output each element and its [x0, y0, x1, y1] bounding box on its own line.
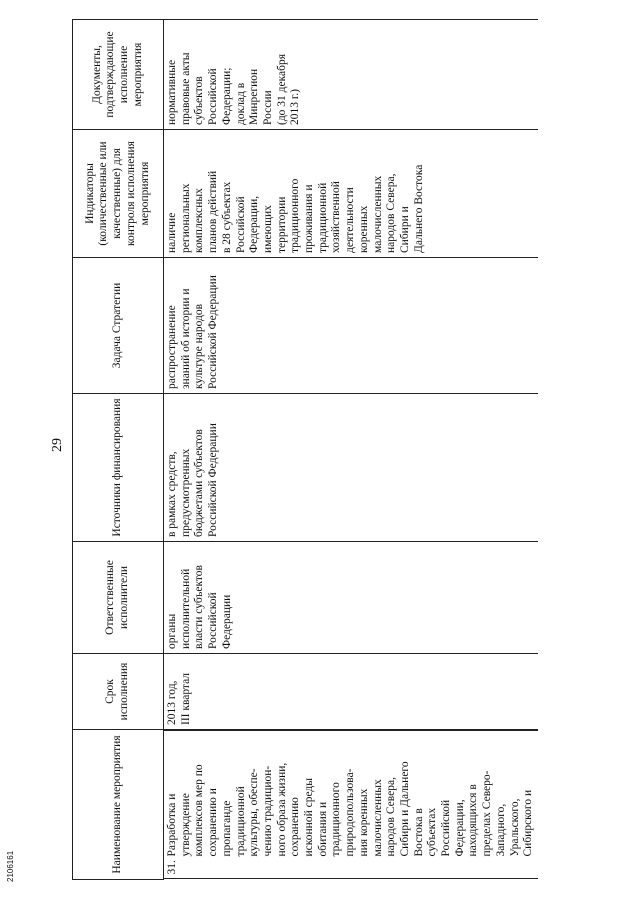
header-indicators: Индикаторы (количественные или качественные) для контроля исполнения мероприятия [73, 130, 164, 258]
cell-indicators: наличие региональных комплексных планов действий в 28 субъектах Российской Федерации, имеющих территории традиционного проживания и традиционной хозяйственной деятельности коренных малочисленных народов Севера, Сибири и Дальнего Востока [164, 130, 538, 258]
cell-term: 2013 год, III квартал [164, 654, 538, 730]
cell-sources: в рамках средств, предусмотренных бюджетами субъектов Российской Федерации [164, 394, 538, 542]
header-task: Задача Стратегии [73, 258, 164, 394]
table-row [164, 20, 538, 880]
header-responsible: Ответственные исполнители [73, 542, 164, 654]
row-name: Разработка и утверждение комплексов мер по сохранению и пропаганде традиционной культуры, обеспе- чению традицион- ного образа жизни, сохранению исконной среды обитания и традиционного природопользова- ния коренных малочисленных народов Севера, Сибири и Дальнего Востока в субъектах Российской Федерации, находящихся в пределах Северо- Западного, Уральского, Сибирского и [166, 761, 535, 857]
header-sources: Источники финансирования [73, 394, 164, 542]
header-term: Срок исполнения [73, 654, 164, 730]
measures-table [72, 19, 538, 880]
page-number: 29 [50, 438, 65, 452]
row-number: 31. [166, 860, 178, 875]
document-code [6, 828, 30, 888]
header-documents: Документы, подтверждающие исполнение мероприятия [73, 20, 164, 130]
document-code-text: 2106161 [6, 850, 15, 882]
cell-task: распространение знаний об истории и культуре народов Российской Федерации [164, 258, 538, 394]
header-name: Наименование мероприятия [73, 730, 164, 880]
cell-documents: нормативные правовые акты субъектов Российской Федерации; доклад в Минрегион России (до 31 декабря 2013 г.) [164, 20, 538, 130]
cell-name [164, 730, 538, 880]
cell-responsible: органы исполнительной власти субъектов Российской Федерации [164, 542, 538, 654]
document-page [50, 10, 580, 880]
table-header-row [73, 20, 164, 880]
